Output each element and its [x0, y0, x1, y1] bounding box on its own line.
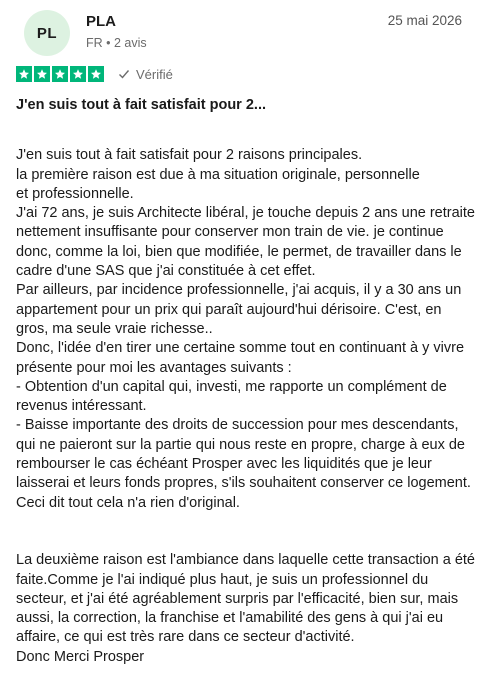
reviewer-name[interactable]: PLA — [86, 13, 116, 30]
review-date: 25 mai 2026 — [387, 13, 462, 28]
star-icon — [16, 66, 32, 82]
verified-badge[interactable] — [118, 67, 173, 82]
star-icon — [34, 66, 50, 82]
avatar[interactable]: PL — [24, 10, 70, 56]
star-icon — [52, 66, 68, 82]
review-header — [16, 0, 480, 62]
verified-label: Vérifié — [136, 66, 173, 82]
review-paragraph: La deuxième raison est l'ambiance dans laquelle cette transaction a été faite.Comme je l'ai indiqué plus haut, je suis un professionnel du secteur, et j'ai été agréablement surpris par l'efficacité, bien sur, mais aussi, la correction, la franchise et l'amabilité des gens à qui j'ai eu affaire, ce qui est très rare dans ce secteur d'activité. Donc Merci Prosper — [16, 552, 475, 665]
review-body — [16, 127, 476, 686]
star-icon — [70, 66, 86, 82]
star-icon — [88, 66, 104, 82]
rating-row — [16, 66, 173, 82]
review-paragraph: J'en suis tout à fait satisfait pour 2 raisons principales. la première raison est due à ma situation originale, personnelle et professionnelle. J'ai 72 ans, je suis Architecte libéral, je touche depuis 2 ans une retraite nettement insuffisante pour conserver mon train de vie. je continue donc, comme la loi, bien que modifiée, le permet, de travailler dans le cadre d'une SAS que j'ai constituée à cet effet. Par ailleurs, par incidence professionnelle, j'ai acquis, il y a 30 ans un appartement pour un prix qui paraît aujourd'hui dérisoire. C'est, en gros, ma seule vraie richesse.. Donc, l'idée d'en tirer une certaine somme tout en continuant à y vivre présente pour moi les avantages suivants : - Obtention d'un capital qui, investi, me rapporte un complément de revenus intéressant. - Baisse importante des droits de succession pour mes descendants, qui ne paieront sur la partie qui nous reste en propre, charge à eux de rembourser le cas échéant Prosper avec les liquidités que je leur laisserai et leurs fonds propres, s'ils souhaitent conserver ce logement. Ceci dit tout cela n'a rien d'original. — [16, 147, 475, 511]
check-icon — [118, 68, 130, 80]
reviewer-meta: FR • 2 avis — [86, 36, 147, 50]
star-rating — [16, 66, 104, 82]
review-title[interactable]: J'en suis tout à fait satisfait pour 2... — [16, 97, 266, 113]
